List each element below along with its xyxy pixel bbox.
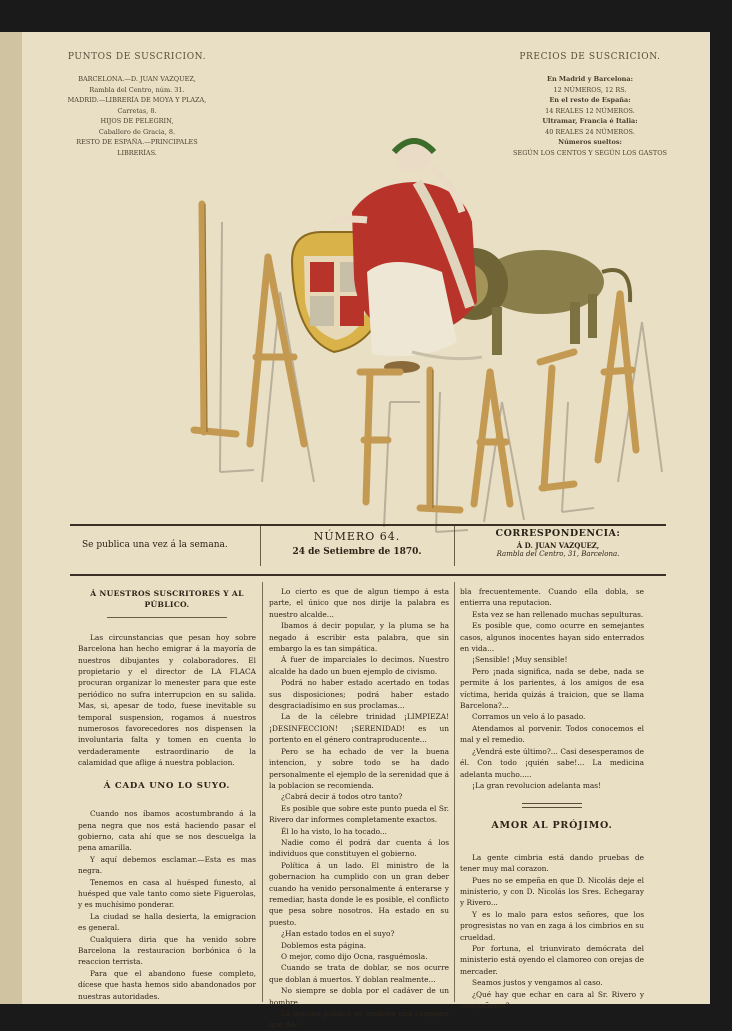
subscription-line: Rambla del Centro, núm. 31. <box>89 85 185 94</box>
subscription-line: MADRID.—LIBRERÍA DE MOYA Y PLAZA, <box>67 96 207 104</box>
price-line: 14 REALES 12 NÚMEROS. <box>545 106 635 115</box>
newspaper-page <box>22 32 710 1030</box>
ornament-rule <box>522 803 582 808</box>
article-paragraph: Política á un lado. El ministro de la gobernacion ha cumplido con un gran deber cuando ha venido personalmente á enterarse y remediar, hasta donde le es posible, el conflicto que pesa sobre nosotros. Ha estado en su puesto. <box>269 860 449 927</box>
article-paragraph: Y aquí debemos esclamar.—Esta es mas negra. <box>78 854 256 876</box>
price-line: Ultramar, Francia é Italia: <box>542 117 638 125</box>
article-column-1 <box>78 588 256 1002</box>
article-paragraph: Atendamos al porvenir. Todos conocemos el mal y el remedio. <box>460 723 644 745</box>
article-paragraph: La opinion pública es tambien una campana que do- <box>269 1009 449 1030</box>
info-bar-top-rule <box>70 524 666 526</box>
article-paragraph: bla frecuentemente. Cuando ella dobla, se entierra una reputacion. <box>460 587 644 608</box>
article-paragraph: Tenemos en casa al huésped funesto, al huésped que vale tanto como siete Figuerolas, y es muchísimo ponderar. <box>78 877 256 910</box>
info-bar-bottom-rule <box>70 574 666 576</box>
article-paragraph: Ibamos á decir popular, y la pluma se ha negado á escribir esta palabra, que sin embargo la es tan simpática. <box>269 621 449 654</box>
book-spine <box>0 32 22 1004</box>
article-paragraph: Esta vez se han rellenado muchas sepulturas. <box>472 609 644 619</box>
article-paragraph: Seamos justos y vengamos al caso. <box>472 978 603 988</box>
article-paragraph: Él lo ha visto, lo ha tocado... <box>281 826 387 836</box>
article-paragraph: Cuando nos íbamos acostumbrando á la pena negra que nos está haciendo pasar el gobierno, cata ahí que se nos descuelga la pena amarilla. <box>78 809 256 853</box>
info-bar-divider <box>454 526 455 566</box>
article-paragraph: La gente cimbria está dando pruebas de tener muy mal corazon. <box>460 852 644 874</box>
article-paragraph: ¡Sensible! ¡Muy sensible! <box>472 655 568 665</box>
publication-frequency: Se publica una vez á la semana. <box>82 540 228 550</box>
article-subtitle: AMOR AL PRÓJIMO. <box>491 820 613 832</box>
article-paragraph: Las circunstancias que pesan hoy sobre Barcelona han hecho emigrar á la mayoría de nuestros dibujantes y colaboradores. El propietario y el director de LA FLACA procuran organizar lo menester para que este periódico no sufra interrupcion en su salida. Mas, si, apesar de todo, fuese inevitable su temporal suspension, rogamos á nuestros numerosos favorecedores nos dispensen la involuntaria falta y tomen en cuenta lo verdaderamente estraordinario de la calamidad que aflige á nuestra poblacion. <box>78 632 256 768</box>
article-paragraph: Pues no se empeña en que D. Nicolás deje el ministerio, y con D. Nicolás los Sres. Echegaray y Rivero... <box>460 875 644 908</box>
article-paragraph: Es posible que, como ocurre en semejantes casos, algunos inocentes hayan sido enterrados en vida... <box>460 621 644 654</box>
price-line: 12 NÚMEROS, 12 RS. <box>553 85 627 94</box>
article-paragraph: ¡La gran revolucion adelanta mas! <box>472 780 602 790</box>
article-paragraph: Cualquiera diria que ha venido sobre Barcelona la restauracion borbónica ó la reaccion terrista. <box>78 934 256 967</box>
issue-date: 24 de Setiembre de 1870. <box>292 547 422 557</box>
article-paragraph: ¿Cabrá decir á todos otro tanto? <box>281 792 403 802</box>
article-paragraph: Podrá no haber estado acertado en todas sus disposiciones; podrá haber estado desgraciadísimo en sus proclamas... <box>269 678 449 711</box>
article-subtitle: Á CADA UNO LO SUYO. <box>103 780 231 791</box>
article-paragraph: Corramos un velo á lo pasado. <box>472 712 586 722</box>
subscription-line: LIBRERÍAS. <box>117 148 157 157</box>
price-line: En Madrid y Barcelona: <box>546 75 633 83</box>
subscription-line: Caballero de Gracia, 8. <box>98 127 176 136</box>
article-paragraph: Es posible que sobre este punto pueda el Sr. Rivero dar informes completamente exactos. <box>269 803 449 825</box>
subscription-line: RESTO DE ESPAÑA.—PRINCIPALES <box>76 138 198 146</box>
article-paragraph: ¿Qué hay que echar en cara al Sr. Rivero y compañeros? <box>460 989 644 1010</box>
article-paragraph: ¿Han estado todos en el suyo? <box>281 929 395 939</box>
article-title: Á NUESTROS SUSCRITORES Y AL PÚBLICO. <box>90 589 244 610</box>
article-paragraph: Lo cierto es que de algun tiempo á esta parte, el único que nos dirije la palabra es nuestro alcalde... <box>269 587 449 619</box>
subscription-line: BARCELONA.—D. JUAN VAZQUEZ, <box>78 75 196 83</box>
article-column-3 <box>460 586 644 1011</box>
column-rule <box>262 582 263 1002</box>
article-column-2 <box>269 586 449 1031</box>
article-paragraph: Doblemos esta página. <box>281 940 367 950</box>
subscription-prices-heading: PRECIOS DE SUSCRICION. <box>519 52 661 62</box>
article-paragraph: Pero ¡nada significa, nada se debe, nada se permite á los parientes, á los amigos de esa víctima, herida quizás á traicion, que se llama Barcelona?... <box>460 666 644 711</box>
article-paragraph: No siempre se dobla por el cadáver de un hombre. <box>269 986 449 1007</box>
subscription-line: Carretas, 8. <box>117 106 157 115</box>
correspondence-name: Á D. JUAN VAZQUEZ, <box>516 541 600 550</box>
price-line: 40 REALES 24 NÚMEROS. <box>545 127 635 136</box>
article-paragraph: Pero se ha echado de ver la buena intencion, y sobre todo se ha dado personalmente el ejemplo de la serenidad que á la poblacion se recomienda. <box>269 746 449 790</box>
article-paragraph: La ciudad se halla desierta, la emigracion es general. <box>78 911 256 933</box>
issue-info <box>262 530 452 557</box>
issue-number: NÚMERO 64. <box>313 530 401 543</box>
subscription-points-heading: PUNTOS DE SUSCRICION. <box>67 52 207 62</box>
correspondence-address: Rambla del Centro, 31, Barcelona. <box>496 550 620 558</box>
column-rule <box>454 582 455 1002</box>
article-paragraph: ¿Vendrá este último?... Casi desesperamos de él. Con todo ¡quién sabe!... La medicina adelanta mucho..... <box>460 746 644 779</box>
subscription-line: HIJOS DE PELEGRIN, <box>100 117 174 125</box>
article-paragraph: Por fortuna, el triunvirato demócrata del ministerio está oyendo el clamoreo con orejas de mercader. <box>460 943 644 976</box>
price-line: En el resto de España: <box>549 96 631 104</box>
article-paragraph: Cuando se trata de doblar, se nos ocurre que doblan á muertos. Y doblan realmente... <box>269 963 449 984</box>
article-paragraph: Y es lo malo para estos señores, que los progresistas no van en zaga á los cimbrios en su crueldad. <box>460 909 644 942</box>
article-paragraph: Nadie como él podrá dar cuenta á los individuos que constituyen el gobierno. <box>269 837 449 859</box>
price-line: Números sueltos: <box>558 138 622 146</box>
article-paragraph: Para que el abandono fuese completo, dícese que hasta hemos sido abandonados por nuestras autoridades. <box>78 968 256 1001</box>
article-paragraph: La de la célebre trinidad ¡LIMPIEZA! ¡DESINFECCION! ¡SERENIDAD! es un portento en el género contraproducente... <box>269 712 449 745</box>
info-bar-divider <box>260 526 261 566</box>
price-line: SEGÚN LOS CENTOS Y SEGÚN LOS GASTOS <box>513 148 667 157</box>
masthead-illustration <box>22 72 710 532</box>
article-paragraph: Á fuer de imparciales lo decimos. Nuestro alcalde ha dado un buen ejemplo de civismo. <box>269 655 449 676</box>
correspondence-info <box>458 528 658 558</box>
correspondence-title: CORRESPONDENCIA: <box>495 528 621 539</box>
article-paragraph: O mejor, como dijo Ocna, rasguémosla. <box>281 952 428 961</box>
